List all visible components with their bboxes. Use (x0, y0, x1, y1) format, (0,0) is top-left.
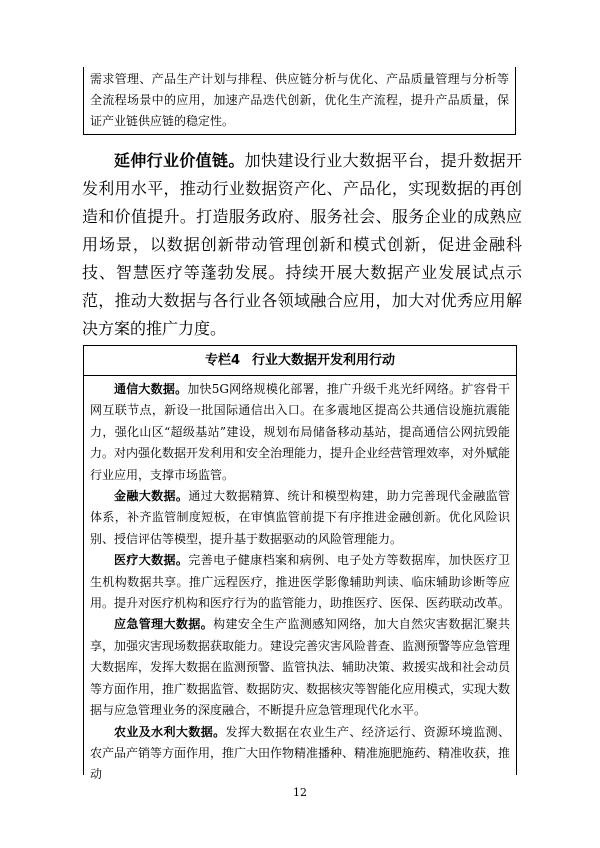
item-emergency (90, 614, 510, 721)
item-text: 发挥大数据在农业生产、经济运行、资源环境监测、农产品产销等方面作用，推广大田作物精准播种、精准施肥施药、精准收获，推动 (90, 724, 511, 782)
column-box-title-text: 行业大数据开发利用行动 (252, 353, 396, 368)
item-head: 医疗大数据。 (114, 553, 189, 568)
item-text: 加快5G网络规模化部署，推广升级千兆光纤网络。扩容骨干网互联节点，新设一批国际通信出入口。在多震地区提高公共通信设施抗震能力，强化山区“超级基站”建设，规划布局储备移动基站，提高通信公网抗毁能力。对内强化数据开发利用和安全治理能力，提升企业经营管理效率，对外赋能行业应用，支撑市场监管。 (90, 382, 511, 482)
item-finance (90, 486, 510, 550)
page-number: 12 (293, 786, 307, 799)
paragraph-lead: 延伸行业价值链。 (114, 151, 245, 170)
item-text: 构建安全生产监测感知网络，加大自然灾害数据汇聚共享，加强灾害现场数据获取能力。建设完善灾害风险普查、监测预警等应急管理大数据库，发挥大数据在监测预警、监管执法、辅助决策、救援实战和社会动员等方面作用，推广数据监管、数据防灾、数据核灾等智能化应用模式，实现大数据与应急管理业务的深度融合，不断提升应急管理现代化水平。 (90, 617, 511, 718)
item-text: 完善电子健康档案和病例、电子处方等数据库，加快医疗卫生机构数据共享。推广远程医疗，推进医学影像辅助判读、临床辅助诊断等应用。提升对医疗机构和医疗行为的监管能力，助推医疗、医保、医药联动改革。 (90, 553, 511, 611)
body-paragraph (82, 147, 522, 343)
item-telecom (90, 379, 510, 486)
column-box (83, 345, 517, 782)
paragraph-body: 加快建设行业大数据平台，提升数据开发利用水平，推动行业数据资产化、产品化，实现数据的再创造和价值提升。打造服务政府、服务社会、服务企业的成熟应用场景，以数据创新带动管理创新和模式创新，促进金融科技、智慧医疗等蓬勃发展。持续开展大数据产业发展试点示范，推动大数据与各行业各领域融合应用，加大对优秀应用解决方案的推广力度。 (82, 151, 522, 338)
item-head: 农业及水利大数据。 (114, 724, 226, 739)
column-box-body (84, 376, 516, 786)
item-medical (90, 550, 510, 614)
item-head: 金融大数据。 (114, 489, 189, 504)
item-text: 通过大数据精算、统计和模型构建，助力完善现代金融监管体系，补齐监管制度短板，在审慎监管前提下有序推进金融创新。优化风险识别、授信评估等模型，提升基于数据驱动的风险管理能力。 (90, 489, 510, 546)
column-box-title-label: 专栏4 (204, 353, 241, 368)
item-head: 应急管理大数据。 (114, 617, 214, 632)
top-box-text: 需求管理、产品生产计划与排程、供应链分析与优化、产品质量管理与分析等全流程场景中的应用，加速产品迭代创新，优化生产流程，提升产品质量，保证产业链供应链的稳定性。 (90, 72, 509, 128)
item-head: 通信大数据。 (114, 382, 188, 396)
column-box-title (84, 346, 516, 376)
item-agriculture (90, 722, 510, 786)
top-box-continuation (83, 67, 516, 135)
